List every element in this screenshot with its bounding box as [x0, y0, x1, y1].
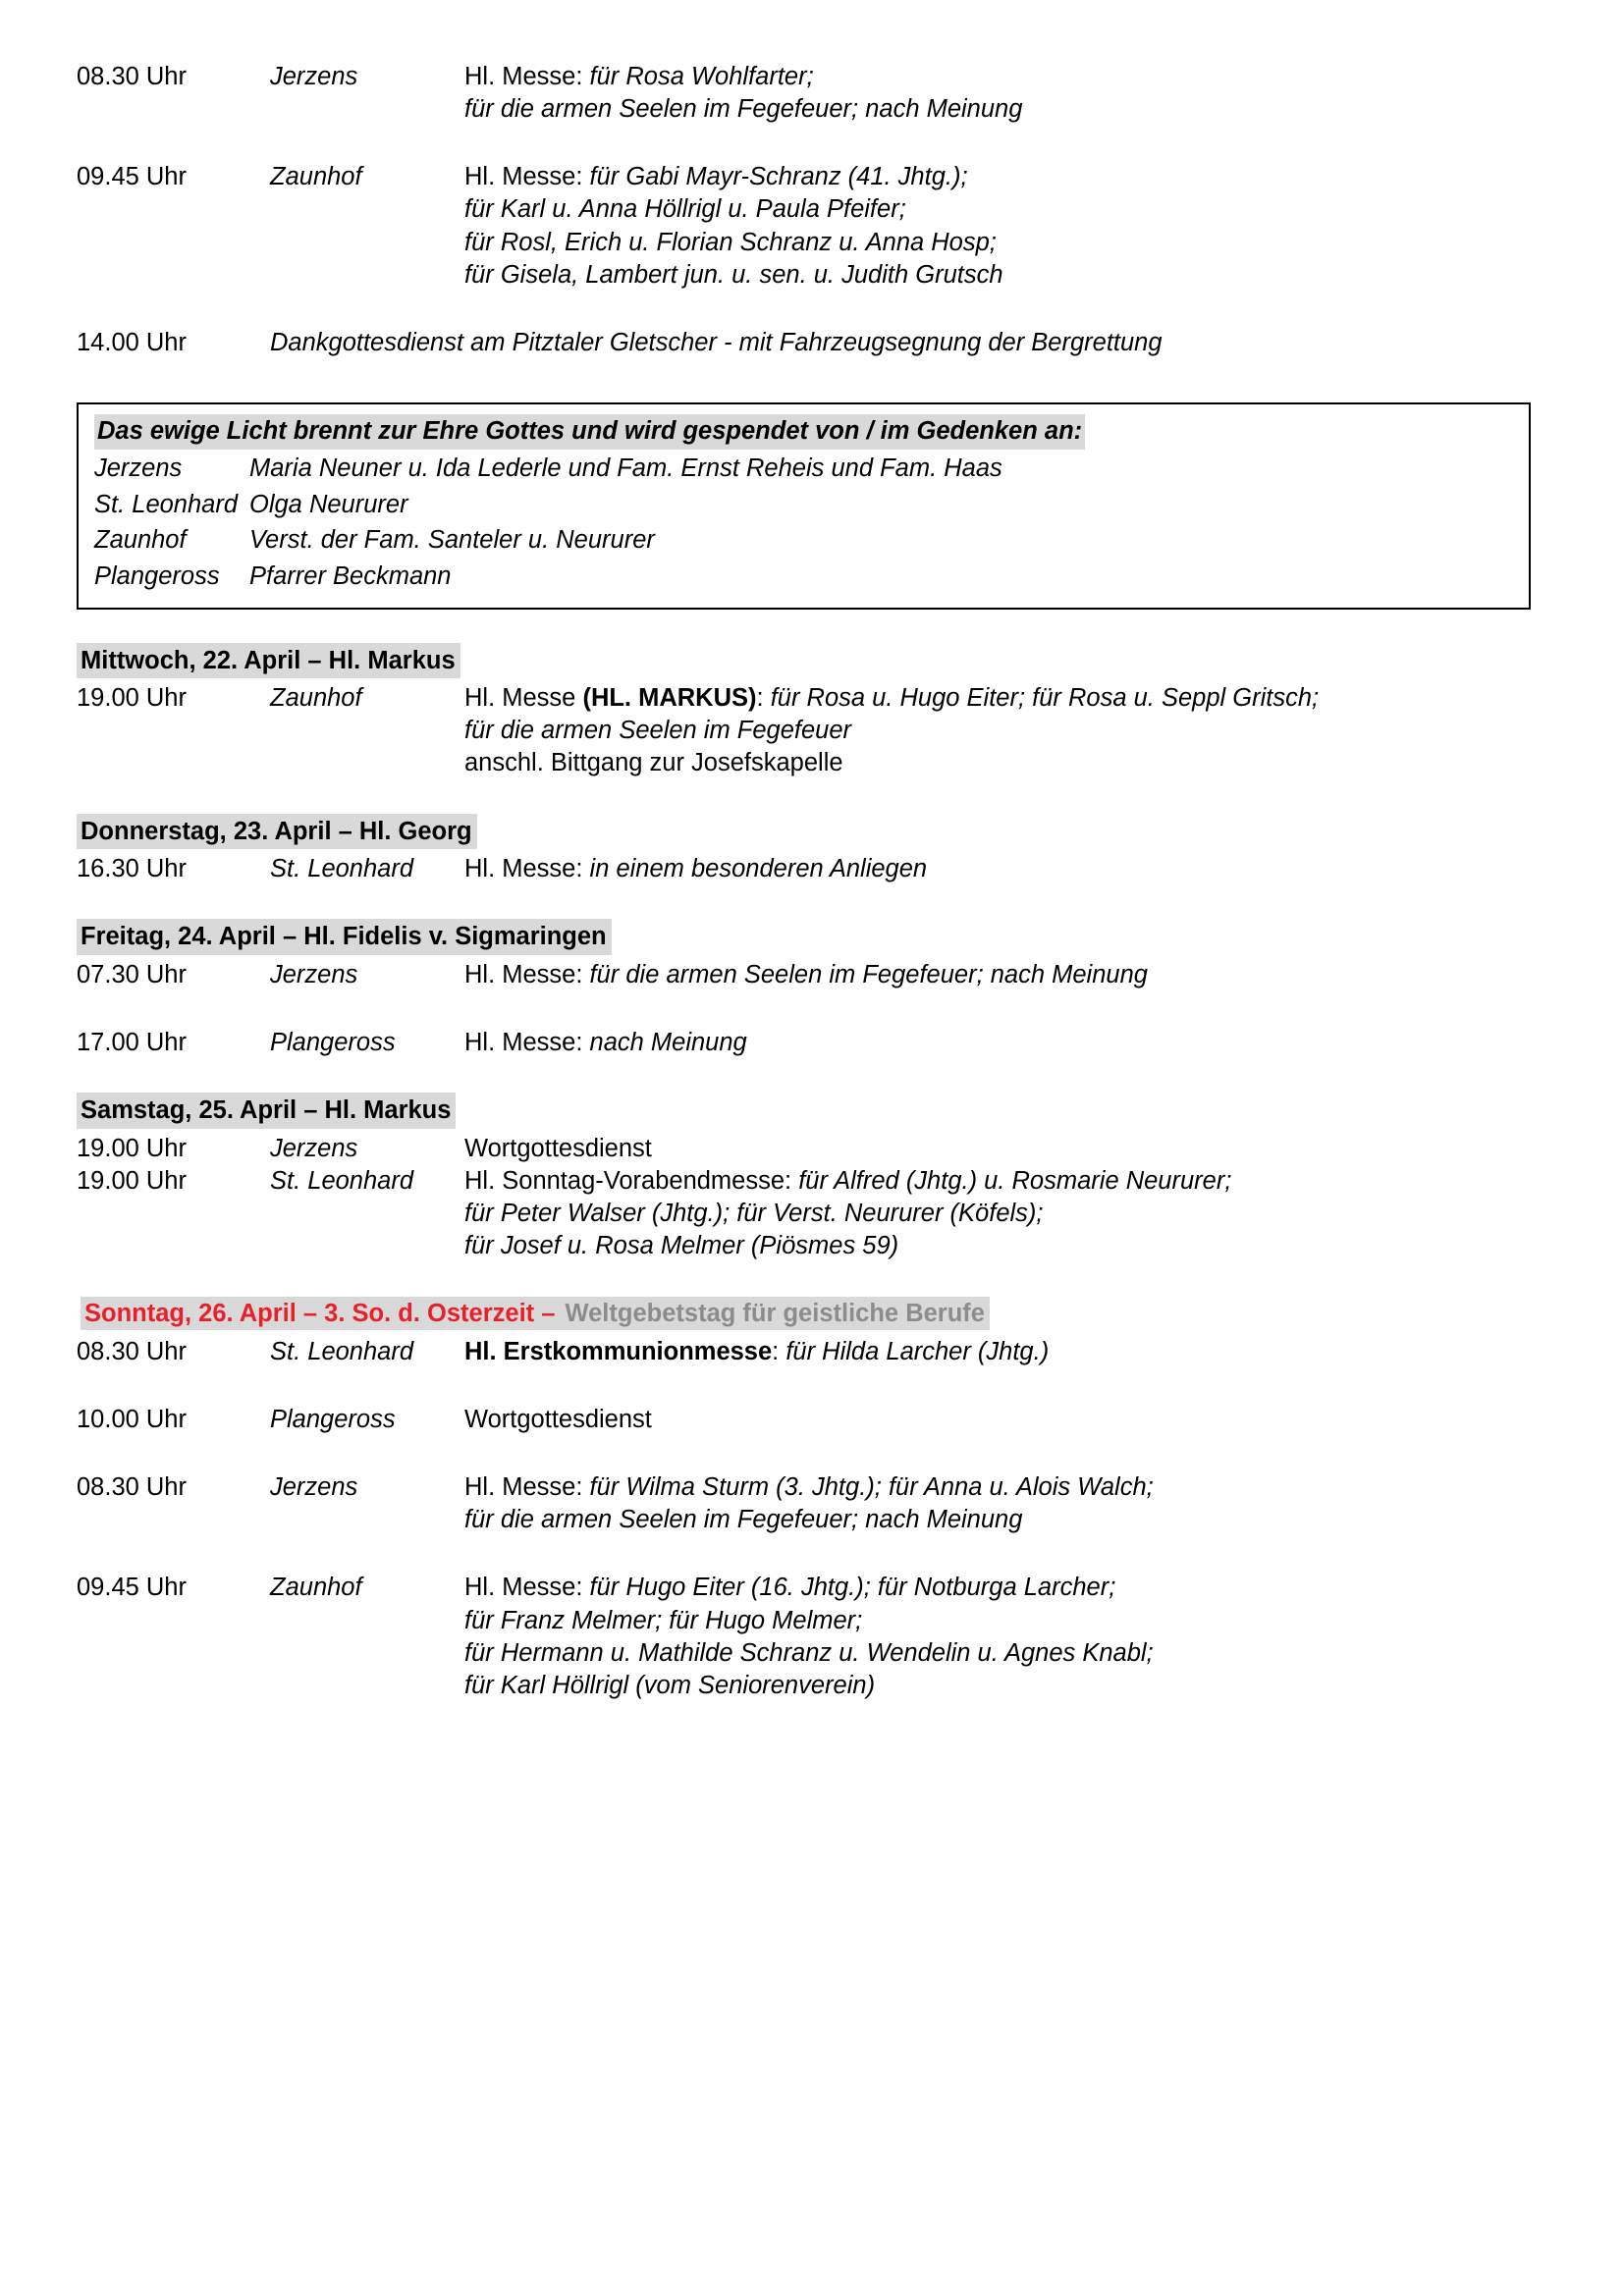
line-italic: für Rosa u. Hugo Eiter; für Rosa u. Seppl Gritsch;: [770, 684, 1320, 713]
line-bold: (HL. MARKUS): [582, 684, 757, 713]
eternal-light-row: [94, 488, 1515, 522]
service-entry: [77, 853, 1531, 885]
line-prefix: Hl. Messe: [464, 684, 583, 713]
eternal-light-text: Verst. der Fam. Santeler u. Neururer: [249, 526, 655, 555]
line-italic: für die armen Seelen im Fegefeuer; nach Meinung: [464, 95, 1023, 124]
entry-place: St. Leonhard: [270, 855, 414, 883]
line-italic: für Franz Melmer; für Hugo Melmer;: [464, 1606, 863, 1634]
entry-line: [464, 1133, 1531, 1165]
service-entry: [77, 1027, 1531, 1059]
entry-line: [464, 853, 1531, 885]
entry-line: [464, 1572, 1531, 1604]
entry-body: [464, 61, 1531, 126]
eternal-light-rows: [94, 452, 1515, 594]
entry-place: Jerzens: [270, 1134, 358, 1162]
entry-time: 07.30 Uhr: [77, 960, 187, 988]
line-italic: für Hugo Eiter (16. Jhtg.); für Notburga Larcher;: [589, 1574, 1116, 1602]
entry-line: [464, 1165, 1531, 1198]
entry-time: 09.45 Uhr: [77, 163, 187, 191]
entry-time: 08.30 Uhr: [77, 63, 187, 90]
entry-place: Jerzens: [270, 63, 358, 90]
line-prefix: anschl. Bittgang zur Josefskapelle: [464, 749, 843, 777]
line-prefix: Hl. Messe:: [464, 1029, 590, 1057]
glacier-text: Dankgottesdienst am Pitztaler Gletscher - mit Fahrzeugsegnung der Bergrettung: [270, 328, 1163, 356]
entry-line: [464, 1198, 1531, 1230]
spacer: [77, 1368, 1531, 1404]
service-entry: [77, 682, 1531, 779]
eternal-light-place: St. Leonhard: [94, 490, 239, 518]
line-italic: für Karl Höllrigl (vom Seniorenverein): [464, 1671, 876, 1699]
entry-line: [464, 1404, 1531, 1436]
line-prefix: Hl. Messe:: [464, 1574, 590, 1602]
day-block: [77, 1093, 1531, 1262]
eternal-light-text: Olga Neururer: [249, 490, 408, 518]
line-italic: für Hilda Larcher (Jhtg.): [785, 1337, 1050, 1365]
service-entry: [77, 1336, 1531, 1368]
line-prefix: Hl. Messe:: [464, 63, 590, 90]
line-mid: :: [772, 1337, 786, 1365]
entry-line: [464, 747, 1531, 779]
line-italic: für Gabi Mayr-Schranz (41. Jhtg.);: [589, 163, 968, 191]
entry-line: [464, 715, 1531, 747]
entry-body: [464, 1572, 1531, 1702]
day-block: [77, 814, 1531, 886]
entry-line: [464, 1471, 1531, 1504]
days-section: [77, 643, 1531, 1263]
sunday-block: [77, 1296, 1531, 1702]
spacer: [77, 126, 1531, 161]
entry-place: Jerzens: [270, 960, 358, 988]
glacier-time: 14.00 Uhr: [77, 328, 187, 356]
line-italic: für Rosl, Erich u. Florian Schranz u. Anna Hosp;: [464, 228, 997, 256]
glacier-service-entry: [77, 327, 1531, 359]
entry-place: St. Leonhard: [270, 1166, 414, 1195]
entry-time: 19.00 Uhr: [77, 684, 187, 713]
entry-body: [464, 1133, 1531, 1165]
line-italic: für Gisela, Lambert jun. u. sen. u. Judith Grutsch: [464, 260, 1003, 289]
spacer: [77, 991, 1531, 1027]
line-italic: für Rosa Wohlfarter;: [589, 63, 814, 90]
service-entry: [77, 1133, 1531, 1165]
entry-body: [464, 853, 1531, 885]
entry-place: Zaunhof: [270, 1574, 362, 1602]
entry-line: [464, 1504, 1531, 1536]
entry-time: 17.00 Uhr: [77, 1029, 187, 1057]
line-prefix: Wortgottesdienst: [464, 1134, 652, 1162]
entry-time: 08.30 Uhr: [77, 1337, 187, 1365]
entry-body: [464, 161, 1531, 292]
eternal-light-place: Plangeross: [94, 561, 220, 590]
entry-line: [464, 1637, 1531, 1670]
line-mid: :: [756, 684, 771, 713]
line-prefix: Hl. Messe:: [464, 1473, 590, 1502]
entry-time: 08.30 Uhr: [77, 1473, 187, 1502]
entry-line: [464, 259, 1531, 292]
entry-place: St. Leonhard: [270, 1337, 414, 1365]
line-italic: in einem besonderen Anliegen: [589, 855, 928, 883]
entry-time: 09.45 Uhr: [77, 1574, 187, 1602]
day-block: [77, 643, 1531, 780]
eternal-light-row: [94, 523, 1515, 558]
entry-place: Jerzens: [270, 1473, 358, 1502]
entry-line: [464, 1670, 1531, 1702]
eternal-light-text: Maria Neuner u. Ida Lederle und Fam. Ernst Reheis und Fam. Haas: [249, 454, 1002, 482]
eternal-light-place: Jerzens: [94, 454, 183, 482]
line-prefix: Hl. Messe:: [464, 960, 590, 988]
entry-place: Zaunhof: [270, 163, 362, 191]
entry-line: [464, 93, 1531, 126]
line-italic: für die armen Seelen im Fegefeuer: [464, 717, 852, 745]
spacer: [77, 1536, 1531, 1572]
top-entries-section: [77, 61, 1531, 292]
entry-body: [464, 1404, 1531, 1436]
spacer: [77, 292, 1531, 327]
service-entry: [77, 1165, 1531, 1262]
line-bold: Hl. Erstkommunionmesse: [464, 1337, 773, 1365]
eternal-light-text: Pfarrer Beckmann: [249, 561, 452, 590]
service-entry: [77, 1404, 1531, 1436]
day-heading: Mittwoch, 22. April – Hl. Markus: [77, 643, 460, 679]
entry-time: 10.00 Uhr: [77, 1406, 187, 1434]
sunday-entries: [77, 1336, 1531, 1702]
entry-body: [464, 1471, 1531, 1536]
service-entry: [77, 959, 1531, 991]
entry-line: [464, 1027, 1531, 1059]
entry-line: [464, 682, 1531, 715]
entry-place: Plangeross: [270, 1406, 396, 1434]
entry-body: [464, 1165, 1531, 1262]
service-entry: [77, 1572, 1531, 1702]
entry-line: [464, 1336, 1531, 1368]
day-heading: Freitag, 24. April – Hl. Fidelis v. Sigmaringen: [77, 919, 612, 955]
entry-line: [464, 959, 1531, 991]
line-italic: für die armen Seelen im Fegefeuer; nach Meinung: [589, 960, 1148, 988]
spacer: [77, 359, 1531, 395]
entry-body: [464, 959, 1531, 991]
line-italic: für Peter Walser (Jhtg.); für Verst. Neururer (Köfels);: [464, 1200, 1044, 1228]
entry-body: [464, 682, 1531, 779]
line-italic: nach Meinung: [589, 1029, 747, 1057]
entry-time: 19.00 Uhr: [77, 1166, 187, 1195]
entry-line: [464, 227, 1531, 259]
entry-line: [464, 1230, 1531, 1262]
line-prefix: Hl. Messe:: [464, 163, 590, 191]
line-italic: für Alfred (Jhtg.) u. Rosmarie Neururer;: [798, 1166, 1232, 1195]
line-prefix: Hl. Sonntag-Vorabendmesse:: [464, 1166, 799, 1195]
entry-body: [464, 1027, 1531, 1059]
line-italic: für Josef u. Rosa Melmer (Piösmes 59): [464, 1232, 899, 1260]
sunday-heading-grey: Weltgebetstag für geistliche Berufe: [563, 1297, 990, 1330]
day-block: [77, 919, 1531, 1059]
entry-time: 16.30 Uhr: [77, 855, 187, 883]
entry-body: [464, 1336, 1531, 1368]
eternal-light-row: [94, 452, 1515, 486]
eternal-light-header: Das ewige Licht brennt zur Ehre Gottes und wird gespendet von / im Gedenken an:: [94, 414, 1085, 450]
entry-line: [464, 61, 1531, 93]
service-entry: [77, 61, 1531, 126]
spacer: [77, 1436, 1531, 1471]
eternal-light-place: Zaunhof: [94, 526, 187, 555]
entry-line: [464, 193, 1531, 226]
eternal-light-box: [77, 402, 1531, 610]
entry-time: 19.00 Uhr: [77, 1134, 187, 1162]
entry-line: [464, 161, 1531, 193]
service-entry: [77, 1471, 1531, 1536]
line-italic: für die armen Seelen im Fegefeuer; nach Meinung: [464, 1506, 1023, 1534]
day-heading: Samstag, 25. April – Hl. Markus: [77, 1093, 456, 1129]
line-italic: für Wilma Sturm (3. Jhtg.); für Anna u. Alois Walch;: [589, 1473, 1154, 1502]
service-entry: [77, 161, 1531, 292]
sunday-heading: [77, 1296, 995, 1332]
entry-line: [464, 1605, 1531, 1637]
entry-place: Zaunhof: [270, 684, 362, 713]
line-prefix: Wortgottesdienst: [464, 1406, 652, 1434]
line-italic: für Karl u. Anna Höllrigl u. Paula Pfeifer;: [464, 195, 906, 224]
eternal-light-row: [94, 560, 1515, 594]
entry-place: Plangeross: [270, 1029, 396, 1057]
sunday-heading-red: Sonntag, 26. April – 3. So. d. Osterzeit –: [81, 1297, 563, 1330]
line-italic: für Hermann u. Mathilde Schranz u. Wendelin u. Agnes Knabl;: [464, 1638, 1154, 1667]
line-prefix: Hl. Messe:: [464, 855, 590, 883]
day-heading: Donnerstag, 23. April – Hl. Georg: [77, 814, 477, 850]
